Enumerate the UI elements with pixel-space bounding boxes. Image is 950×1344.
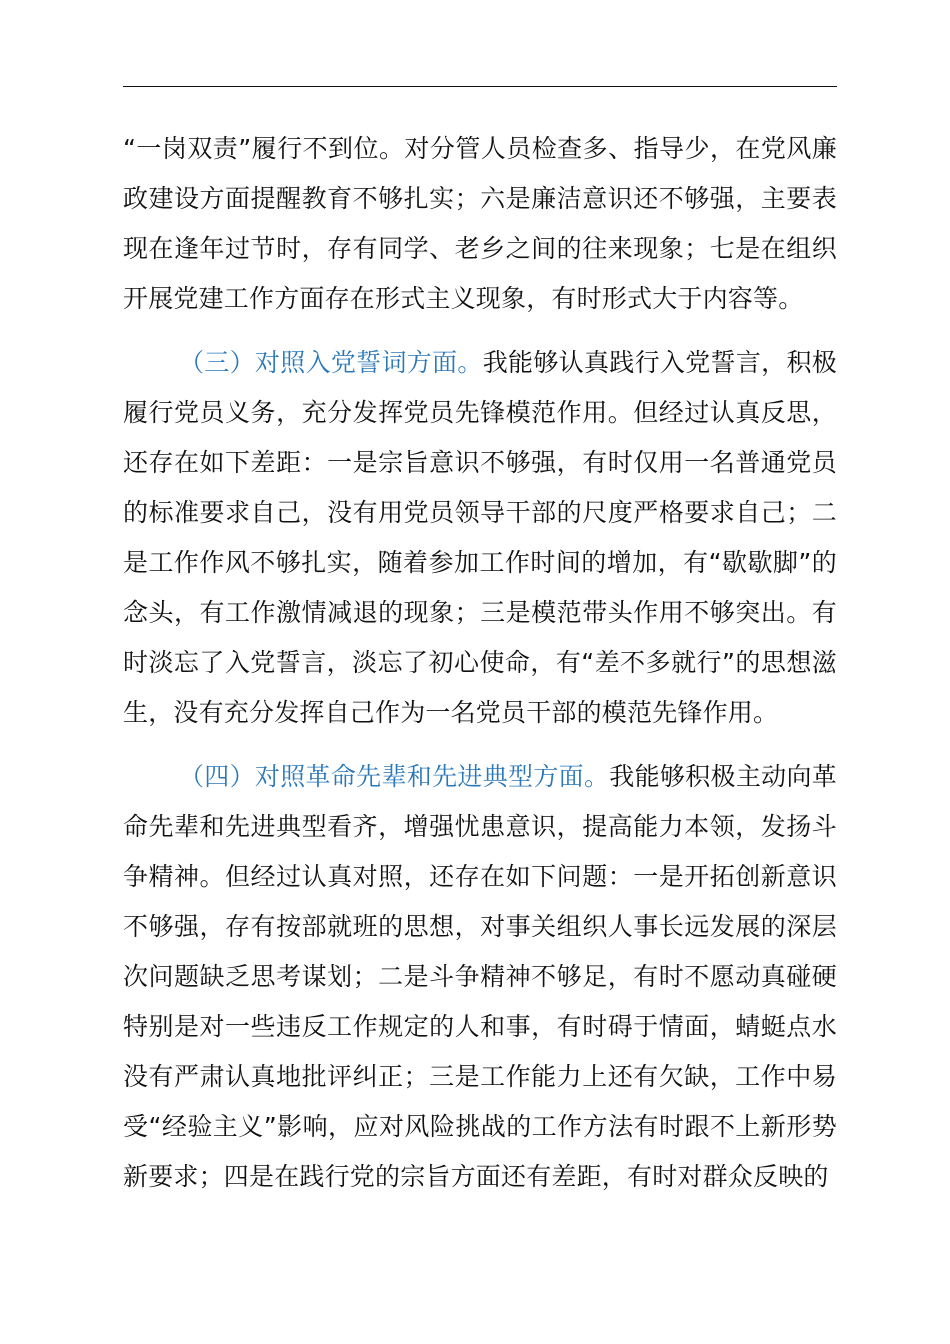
section-4-paragraph <box>123 752 837 1202</box>
section-4-body: 我能够积极主动向革命先辈和先进典型看齐，增强忧患意识，提高能力本领，发扬斗争精神。但经过认真对照，还存在如下问题：一是开拓创新意识不够强，存有按部就班的思想，对事关组织人事长远发展的深层次问题缺乏思考谋划；二是斗争精神不够足，有时不愿动真碰硬特别是对一些违反工作规定的人和事，有时碍于情面，蜻蜓点水没有严肃认真地批评纠正；三是工作能力上还有欠缺，工作中易受“经验主义”影响，应对风险挑战的工作方法有时跟不上新形势新要求；四是在践行党的宗旨方面还有差距，有时对群众反映的 <box>123 762 837 1191</box>
continuation-paragraph: “一岗双责”履行不到位。对分管人员检查多、指导少，在党风廉政建设方面提醒教育不够扎实；六是廉洁意识还不够强，主要表现在逢年过节时，存有同学、老乡之间的往来现象；七是在组织开展党建工作方面存在形式主义现象，有时形式大于内容等。 <box>123 134 837 313</box>
section-3-body: 我能够认真践行入党誓言，积极履行党员义务，充分发挥党员先锋模范作用。但经过认真反思，还存在如下差距：一是宗旨意识不够强，有时仅用一名普通党员的标准要求自己，没有用党员领导干部的尺度严格要求自己；二是工作作风不够扎实，随着参加工作时间的增加，有“歇歇脚”的念头，有工作激情减退的现象；三是模范带头作用不够突出。有时淡忘了入党誓言，淡忘了初心使命，有“差不多就行”的思想滋生，没有充分发挥自己作为一名党员干部的模范先锋作用。 <box>123 348 837 727</box>
document-body <box>123 124 837 1216</box>
section-3-paragraph <box>123 338 837 738</box>
header-rule <box>123 86 837 87</box>
section-4-heading: （四）对照革命先辈和先进典型方面。 <box>179 762 610 791</box>
section-3-heading: （三）对照入党誓词方面。 <box>179 348 483 377</box>
